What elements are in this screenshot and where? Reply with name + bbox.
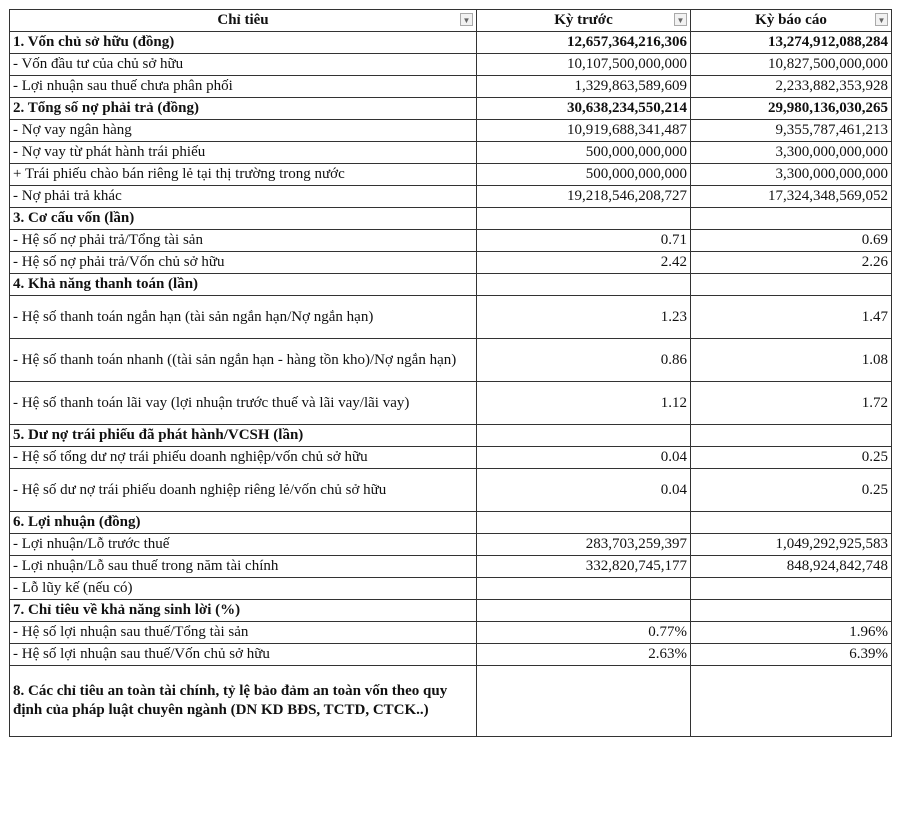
table-row: [10, 230, 892, 252]
table-row: [10, 142, 892, 164]
section-header-row: [10, 98, 892, 120]
filter-dropdown-icon[interactable]: ▼: [460, 13, 473, 26]
table-row: [10, 644, 892, 666]
indicator-label[interactable]: - Hệ số thanh toán ngắn hạn (tài sản ngắn hạn/Nợ ngắn hạn): [10, 296, 477, 339]
indicator-label[interactable]: - Lợi nhuận/Lỗ sau thuế trong năm tài chính: [10, 556, 477, 578]
previous-period-value[interactable]: [477, 600, 691, 622]
previous-period-value[interactable]: 1,329,863,589,609: [477, 76, 691, 98]
reporting-period-value[interactable]: 3,300,000,000,000: [691, 142, 892, 164]
previous-period-value[interactable]: 0.71: [477, 230, 691, 252]
indicator-label[interactable]: - Nợ vay từ phát hành trái phiếu: [10, 142, 477, 164]
previous-period-value[interactable]: 12,657,364,216,306: [477, 32, 691, 54]
previous-period-value[interactable]: 500,000,000,000: [477, 164, 691, 186]
indicator-label[interactable]: 7. Chỉ tiêu về khả năng sinh lời (%): [10, 600, 477, 622]
indicator-label[interactable]: 8. Các chỉ tiêu an toàn tài chính, tỷ lệ bảo đảm an toàn vốn theo quy định của pháp luật chuyên ngành (DN KD BĐS, TCTD, CTCK..): [10, 666, 477, 737]
reporting-period-value[interactable]: [691, 512, 892, 534]
reporting-period-value[interactable]: 1,049,292,925,583: [691, 534, 892, 556]
indicator-label[interactable]: - Lỗ lũy kế (nếu có): [10, 578, 477, 600]
indicator-label[interactable]: 5. Dư nợ trái phiếu đã phát hành/VCSH (lần): [10, 425, 477, 447]
previous-period-value[interactable]: [477, 666, 691, 737]
indicator-label[interactable]: - Nợ vay ngân hàng: [10, 120, 477, 142]
previous-period-value[interactable]: 500,000,000,000: [477, 142, 691, 164]
section-header-row: [10, 600, 892, 622]
filter-dropdown-icon[interactable]: ▼: [674, 13, 687, 26]
reporting-period-value[interactable]: 2.26: [691, 252, 892, 274]
indicator-label[interactable]: - Hệ số thanh toán nhanh ((tài sản ngắn hạn - hàng tồn kho)/Nợ ngắn hạn): [10, 339, 477, 382]
indicator-label[interactable]: + Trái phiếu chào bán riêng lẻ tại thị trường trong nước: [10, 164, 477, 186]
reporting-period-value[interactable]: 29,980,136,030,265: [691, 98, 892, 120]
table-row: [10, 382, 892, 425]
table-row: [10, 469, 892, 512]
previous-period-value[interactable]: 0.04: [477, 469, 691, 512]
section-header-row: [10, 512, 892, 534]
indicator-label[interactable]: - Hệ số thanh toán lãi vay (lợi nhuận trước thuế và lãi vay/lãi vay): [10, 382, 477, 425]
table-row: [10, 186, 892, 208]
header-reporting-period: [691, 10, 892, 32]
reporting-period-value[interactable]: 1.72: [691, 382, 892, 425]
table-row: [10, 556, 892, 578]
indicator-label[interactable]: - Vốn đầu tư của chủ sở hữu: [10, 54, 477, 76]
indicator-label[interactable]: - Lợi nhuận/Lỗ trước thuế: [10, 534, 477, 556]
table-row: [10, 534, 892, 556]
reporting-period-value[interactable]: 0.69: [691, 230, 892, 252]
indicator-label[interactable]: - Hệ số nợ phải trả/Tổng tài sản: [10, 230, 477, 252]
table-row: [10, 296, 892, 339]
financial-indicators-table: [9, 9, 892, 737]
reporting-period-value[interactable]: 10,827,500,000,000: [691, 54, 892, 76]
indicator-label[interactable]: 4. Khả năng thanh toán (lần): [10, 274, 477, 296]
reporting-period-value[interactable]: 1.96%: [691, 622, 892, 644]
reporting-period-value[interactable]: 9,355,787,461,213: [691, 120, 892, 142]
indicator-label[interactable]: - Lợi nhuận sau thuế chưa phân phối: [10, 76, 477, 98]
table-row: [10, 120, 892, 142]
previous-period-value[interactable]: 10,919,688,341,487: [477, 120, 691, 142]
previous-period-value[interactable]: 0.77%: [477, 622, 691, 644]
reporting-period-value[interactable]: [691, 666, 892, 737]
indicator-label[interactable]: 2. Tổng số nợ phải trả (đồng): [10, 98, 477, 120]
reporting-period-value[interactable]: 0.25: [691, 447, 892, 469]
filter-dropdown-icon[interactable]: ▼: [875, 13, 888, 26]
header-reporting-period-label: Kỳ báo cáo: [755, 12, 827, 28]
indicator-label[interactable]: - Hệ số nợ phải trả/Vốn chủ sở hữu: [10, 252, 477, 274]
reporting-period-value[interactable]: [691, 600, 892, 622]
previous-period-value[interactable]: 30,638,234,550,214: [477, 98, 691, 120]
header-row: [10, 10, 892, 32]
section-header-row: [10, 32, 892, 54]
previous-period-value[interactable]: 10,107,500,000,000: [477, 54, 691, 76]
previous-period-value[interactable]: 2.63%: [477, 644, 691, 666]
indicator-label[interactable]: - Nợ phải trả khác: [10, 186, 477, 208]
section-header-row: [10, 208, 892, 230]
reporting-period-value[interactable]: 17,324,348,569,052: [691, 186, 892, 208]
reporting-period-value[interactable]: 0.25: [691, 469, 892, 512]
table-row: [10, 76, 892, 98]
header-indicator: [10, 10, 477, 32]
reporting-period-value[interactable]: 1.47: [691, 296, 892, 339]
previous-period-value[interactable]: 1.23: [477, 296, 691, 339]
previous-period-value[interactable]: [477, 208, 691, 230]
table-row: [10, 578, 892, 600]
table-row: [10, 447, 892, 469]
previous-period-value[interactable]: [477, 578, 691, 600]
previous-period-value[interactable]: [477, 512, 691, 534]
table-row: [10, 622, 892, 644]
reporting-period-value[interactable]: [691, 274, 892, 296]
indicator-label[interactable]: 3. Cơ cấu vốn (lần): [10, 208, 477, 230]
previous-period-value[interactable]: 0.86: [477, 339, 691, 382]
indicator-label[interactable]: 6. Lợi nhuận (đồng): [10, 512, 477, 534]
indicator-label[interactable]: - Hệ số tổng dư nợ trái phiếu doanh nghiệp/vốn chủ sở hữu: [10, 447, 477, 469]
table-row: [10, 339, 892, 382]
reporting-period-value[interactable]: [691, 208, 892, 230]
header-indicator-label: Chỉ tiêu: [217, 12, 269, 28]
reporting-period-value[interactable]: 1.08: [691, 339, 892, 382]
indicator-label[interactable]: - Hệ số lợi nhuận sau thuế/Tổng tài sản: [10, 622, 477, 644]
section-header-row: [10, 274, 892, 296]
previous-period-value[interactable]: 283,703,259,397: [477, 534, 691, 556]
previous-period-value[interactable]: 0.04: [477, 447, 691, 469]
table-row: [10, 252, 892, 274]
table-body: [10, 32, 892, 737]
reporting-period-value[interactable]: 848,924,842,748: [691, 556, 892, 578]
indicator-label[interactable]: 1. Vốn chủ sở hữu (đồng): [10, 32, 477, 54]
table-row: [10, 164, 892, 186]
table-row: [10, 54, 892, 76]
previous-period-value[interactable]: [477, 274, 691, 296]
previous-period-value[interactable]: 332,820,745,177: [477, 556, 691, 578]
reporting-period-value[interactable]: [691, 578, 892, 600]
reporting-period-value[interactable]: 2,233,882,353,928: [691, 76, 892, 98]
section-header-row: [10, 666, 892, 737]
reporting-period-value[interactable]: [691, 425, 892, 447]
reporting-period-value[interactable]: 6.39%: [691, 644, 892, 666]
previous-period-value[interactable]: 19,218,546,208,727: [477, 186, 691, 208]
indicator-label[interactable]: - Hệ số dư nợ trái phiếu doanh nghiệp riêng lẻ/vốn chủ sở hữu: [10, 469, 477, 512]
previous-period-value[interactable]: 2.42: [477, 252, 691, 274]
indicator-label[interactable]: - Hệ số lợi nhuận sau thuế/Vốn chủ sở hữu: [10, 644, 477, 666]
previous-period-value[interactable]: [477, 425, 691, 447]
reporting-period-value[interactable]: 13,274,912,088,284: [691, 32, 892, 54]
header-previous-period-label: Kỳ trước: [554, 12, 613, 28]
previous-period-value[interactable]: 1.12: [477, 382, 691, 425]
reporting-period-value[interactable]: 3,300,000,000,000: [691, 164, 892, 186]
header-previous-period: [477, 10, 691, 32]
section-header-row: [10, 425, 892, 447]
